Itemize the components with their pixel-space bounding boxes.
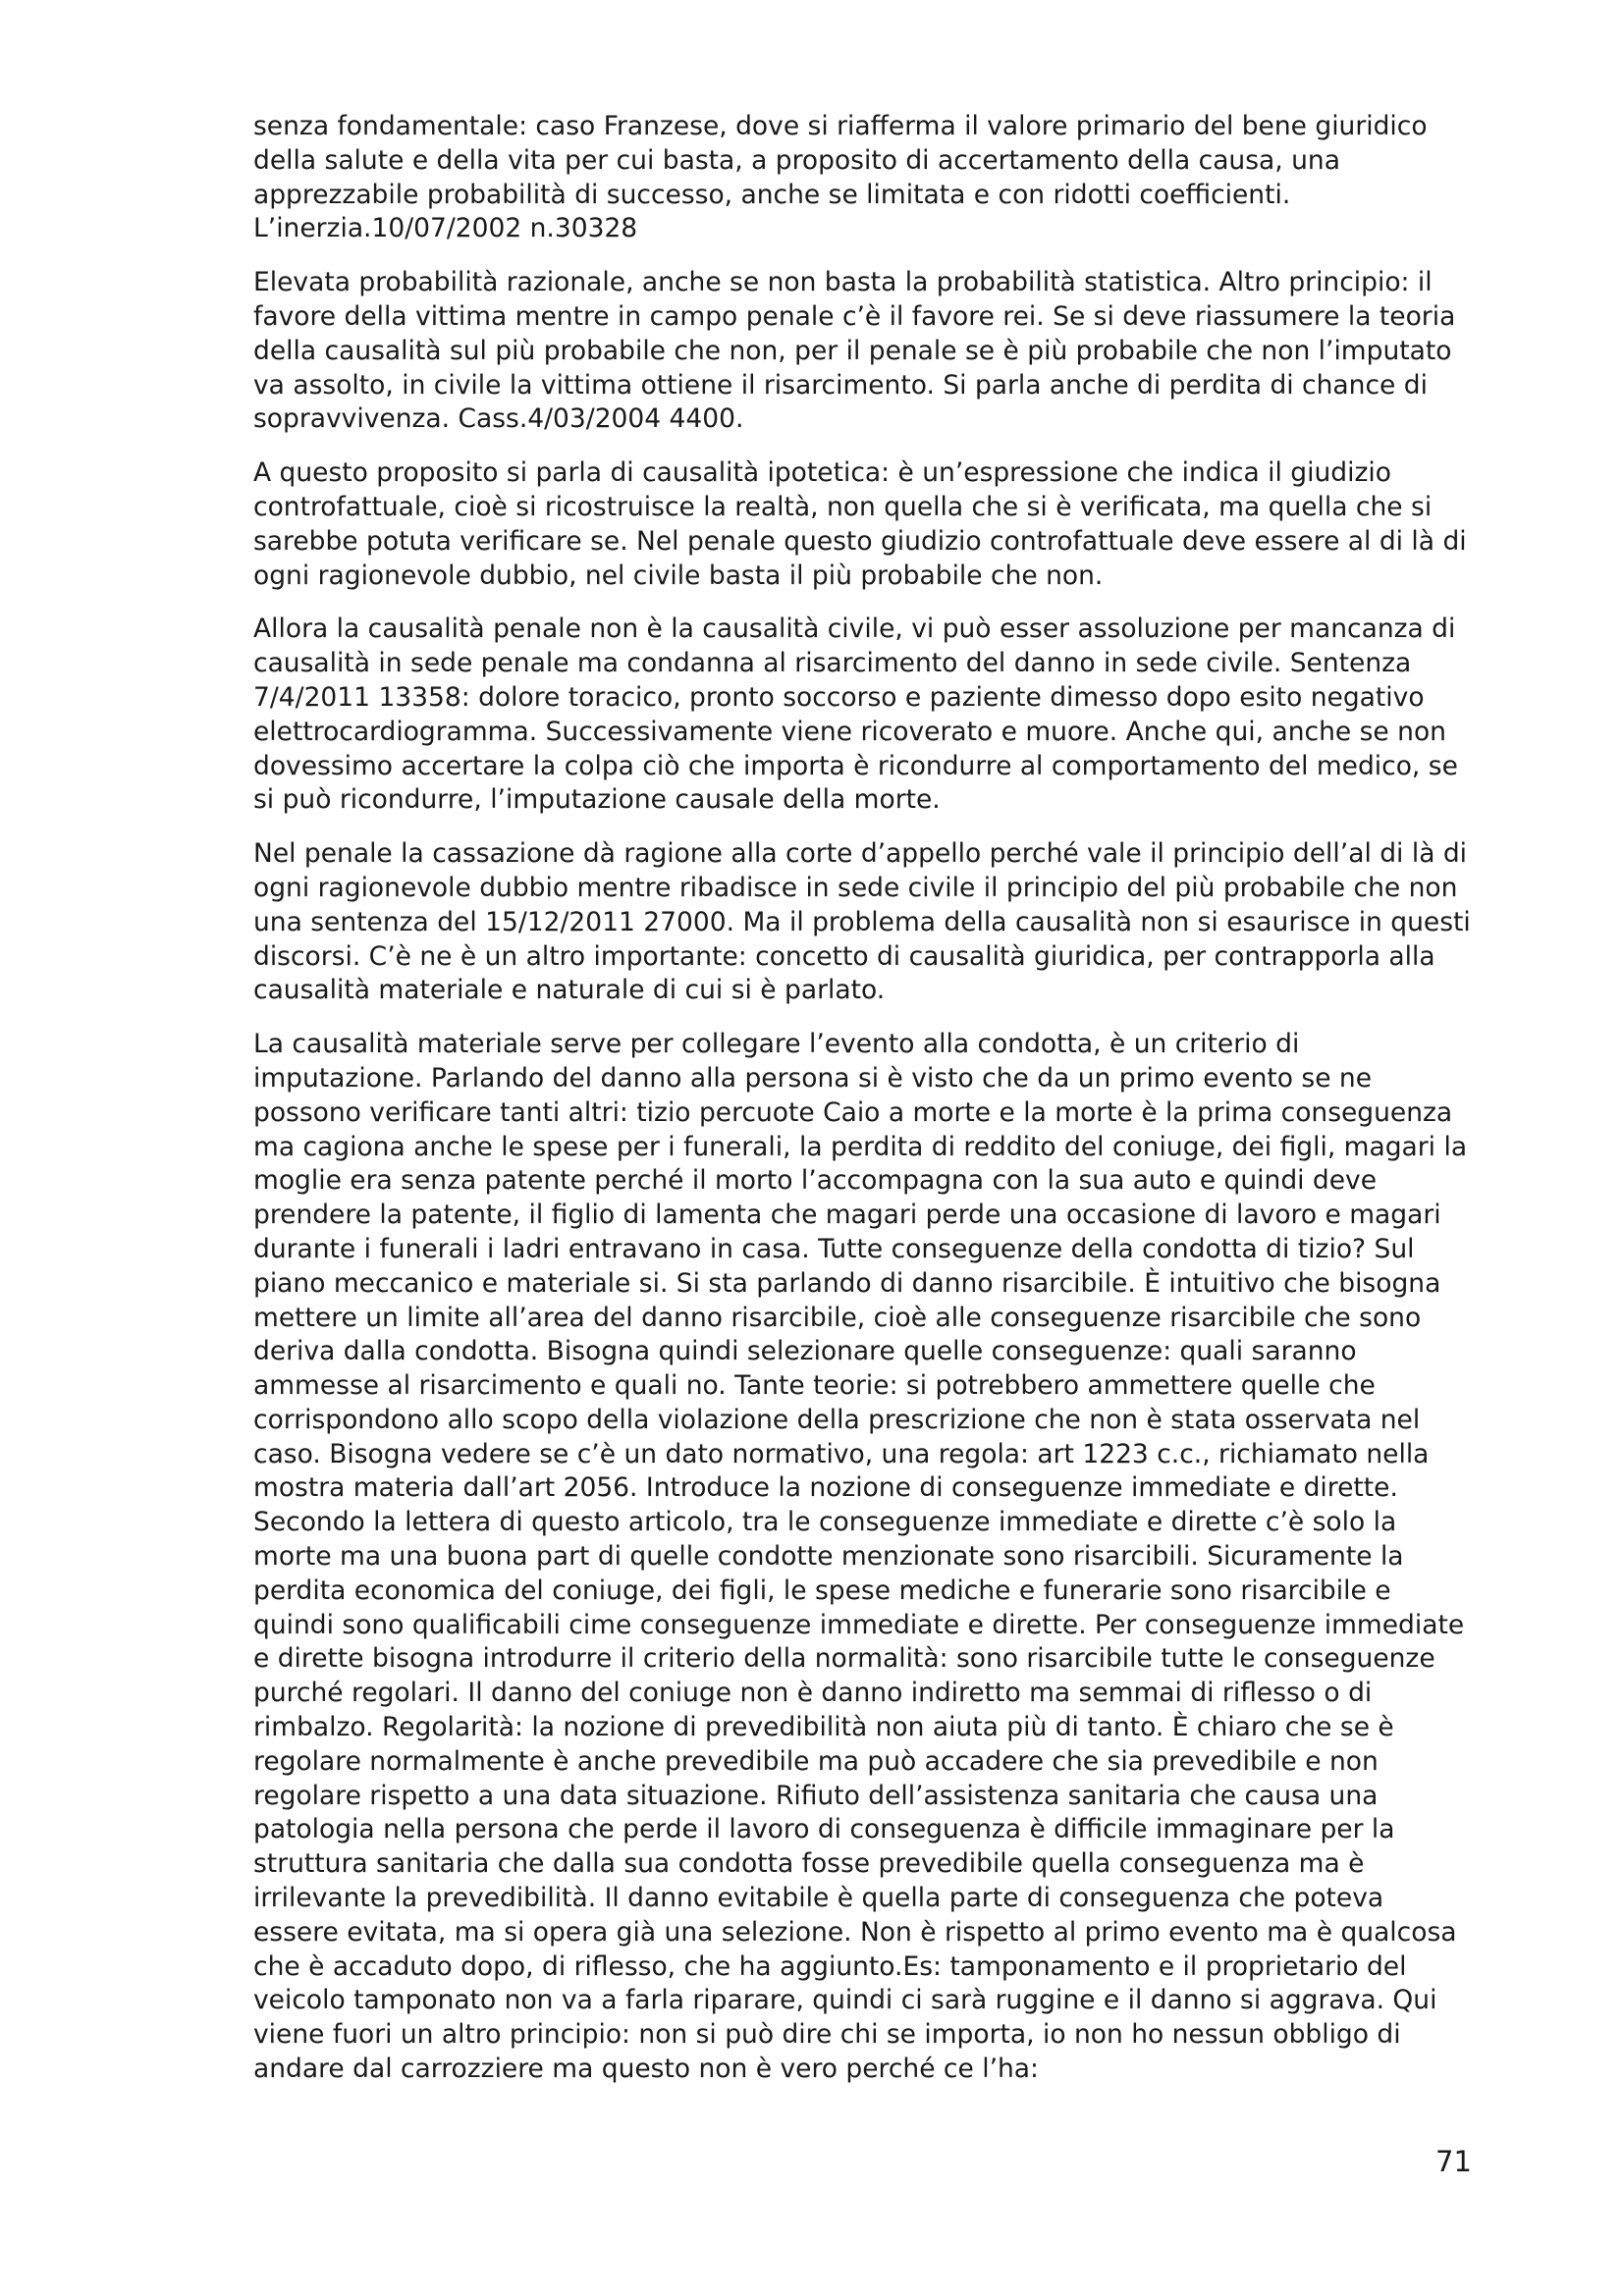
paragraph-5: Nel penale la cassazione dà ragione alla corte d’appello perché vale il principio dell’al di là di ogni ragionevole dubbio mentre ribadisce in sede civile il principio del più probabile che non una sentenza del 15/12/2011 27000. Ma il problema della causalità non si esaurisce in questi discorsi. C’è ne è un altro importante: concetto di causalità giuridica, per contrapporla alla causalità materiale e naturale di cui si è parlato.: [253, 838, 1471, 1006]
page-number: 71: [1435, 2145, 1472, 2178]
paragraph-3: A questo proposito si parla di causalità ipotetica: è un’espressione che indica il giudizio controfattuale, cioè si ricostruisce la realtà, non quella che si è verificata, ma quella che si sarebbe potuta verificare se. Nel penale questo giudizio controfattuale deve essere al di là di ogni ragionevole dubbio, nel civile basta il più probabile che non.: [253, 457, 1467, 591]
paragraph-2: Elevata probabilità razionale, anche se non basta la probabilità statistica. Altro principio: il favore della vittima mentre in campo penale c’è il favore rei. Se si deve riassumere la teoria della causalità sul più probabile che non, per il penale se è più probabile che non l’imputato va assolto, in civile la vittima ottiene il risarcimento. Si parla anche di perdita di chance di sopravvivenza. Cass.4/03/2004 4400.: [253, 267, 1456, 435]
page-body: [253, 110, 1471, 2107]
paragraph-6: La causalità materiale serve per collegare l’evento alla condotta, è un criterio di imputazione. Parlando del danno alla persona si è visto che da un primo evento se ne possono verificare tanti altri: tizio percuote Caio a morte e la morte è la prima conseguenza ma cagiona anche le spese per i funerali, la perdita di reddito del coniuge, dei figli, magari la moglie era senza patente perché il morto l’accompagna con la sua auto e quindi deve prendere la patente, il figlio di lamenta che magari perde una occasione di lavoro e magari durante i funerali i ladri entravano in casa. Tutte conseguenze della condotta di tizio? Sul piano meccanico e materiale si. Si sta parlando di danno risarcibile. È intuitivo che bisogna mettere un limite all’area del danno risarcibile, cioè alle conseguenze risarcibile che sono deriva dalla condotta. Bisogna quindi selezionare quelle conseguenze: quali saranno ammesse al risarcimento e quali no. Tante teorie: si potrebbero ammettere quelle che corrispondono allo scopo della violazione della prescrizione che non è stata osservata nel caso. Bisogna vedere se c’è un dato normativo, una regola: art 1223 c.c., richiamato nella mostra materia dall’art 2056. Introduce la nozione di conseguenze immediate e dirette. Secondo la lettera di questo articolo, tra le conseguenze immediate e dirette c’è solo la morte ma una buona part di quelle condotte menzionate sono risarcibili. Sicuramente la perdita economica del coniuge, dei figli, le spese mediche e funerarie sono risarcibile e quindi sono qualificabili cime conseguenze immediate e dirette. Per conseguenze immediate e dirette bisogna introdurre il criterio della normalità: sono risarcibile tutte le conseguenze purché regolari. Il danno del coniuge non è danno indiretto ma semmai di riflesso o di rimbalzo. Regolarità: la nozione di prevedibilità non aiuta più di tanto. È chiaro che se è regolare normalmente è anche prevedibile ma può accadere che sia prevedibile e non regolare rispetto a una data situazione. Rifiuto dell’assistenza sanitaria che causa una patologia nella persona che perde il lavoro di conseguenza è difficile immaginare per la struttura sanitaria che dalla sua condotta fosse prevedibile quella conseguenza ma è irrilevante la prevedibilità. Il danno evitabile è quella parte di conseguenza che poteva essere evitata, ma si opera già una selezione. Non è rispetto al primo evento ma è qualcosa che è accaduto dopo, di riflesso, che ha aggiunto.Es: tamponamento e il proprietario del veicolo tamponato non va a farla riparare, quindi ci sarà ruggine e il danno si aggrava. Qui viene fuori un altro principio: non si può dire chi se importa, io non ho nessun obbligo di andare dal carrozziere ma questo non è vero perché ce l’ha:: [253, 1029, 1468, 2085]
paragraph-4: Allora la causalità penale non è la causalità civile, vi può esser assoluzione per mancanza di causalità in sede penale ma condanna al risarcimento del danno in sede civile. Sentenza 7/4/2011 13358: dolore toracico, pronto soccorso e paziente dimesso dopo esito negativo elettrocardiogramma. Successivamente viene ricoverato e muore. Anche qui, anche se non dovessimo accertare la colpa ciò che importa è ricondurre al comportamento del medico, se si può ricondurre, l’imputazione causale della morte.: [253, 614, 1458, 816]
paragraph-1: senza fondamentale: caso Franzese, dove si riafferma il valore primario del bene giuridico della salute e della vita per cui basta, a proposito di accertamento della causa, una apprezzabile probabilità di successo, anche se limitata e con ridotti coefficienti. L’inerzia.10/07/2002 n.30328: [253, 111, 1428, 244]
